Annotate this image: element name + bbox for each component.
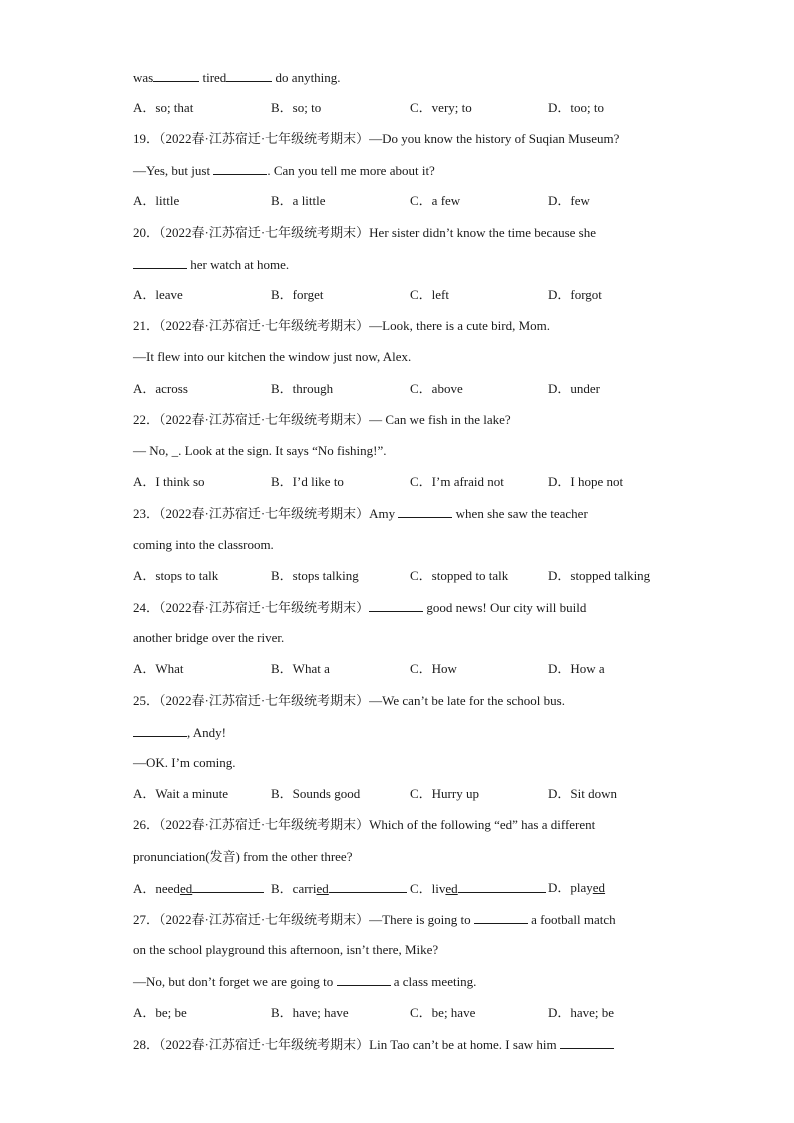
q21-option-b[interactable]: B．through bbox=[271, 381, 334, 396]
q28-stem: 28．（2022春·江苏宿迁·七年级统考期末）Lin Tao can’t be at home. I saw him bbox=[133, 1036, 614, 1053]
answer-blank bbox=[337, 973, 391, 986]
q19-stem: 19．（2022春·江苏宿迁·七年级统考期末）—Do you know the history of Suqian Museum? bbox=[133, 131, 620, 146]
q22-option-c[interactable]: C．I’m afraid not bbox=[410, 474, 504, 489]
q26-option-d[interactable]: D．played bbox=[548, 880, 606, 895]
answer-blank bbox=[133, 256, 187, 269]
q25-line2: , Andy! bbox=[133, 724, 226, 741]
q25-option-c[interactable]: C．Hurry up bbox=[410, 786, 479, 801]
answer-blank bbox=[369, 599, 423, 612]
q24-stem: 24．（2022春·江苏宿迁·七年级统考期末） good news! Our city will build bbox=[133, 600, 587, 615]
q23-option-c[interactable]: C．stopped to talk bbox=[410, 568, 509, 583]
q23-line2: coming into the classroom. bbox=[133, 537, 274, 552]
q25-stem: 25．（2022春·江苏宿迁·七年级统考期末）—We can’t be late for the school bus. bbox=[133, 693, 565, 708]
q22-option-a[interactable]: A．I think so bbox=[133, 474, 205, 489]
q22-option-b[interactable]: B．I’d like to bbox=[271, 474, 344, 489]
q23-option-b[interactable]: B．stops talking bbox=[271, 568, 359, 583]
q26-option-b[interactable]: B．carried bbox=[271, 880, 407, 897]
q27-stem: 27．（2022春·江苏宿迁·七年级统考期末）—There is going to a football match bbox=[133, 912, 616, 927]
q19-option-d[interactable]: D．few bbox=[548, 193, 590, 208]
q21-option-c[interactable]: C．above bbox=[410, 381, 463, 396]
q26-stem: 26．（2022春·江苏宿迁·七年级统考期末）Which of the following “ed” has a different bbox=[133, 817, 596, 832]
q24-option-d[interactable]: D．How a bbox=[548, 661, 605, 676]
q26-line2: pronunciation(发音) from the other three? bbox=[133, 849, 353, 864]
answer-blank bbox=[560, 1036, 614, 1049]
q26-option-c[interactable]: C．lived bbox=[410, 880, 546, 897]
q25-option-a[interactable]: A．Wait a minute bbox=[133, 786, 228, 801]
q27-option-b[interactable]: B．have; have bbox=[271, 1005, 349, 1020]
q20-option-d[interactable]: D．forgot bbox=[548, 287, 602, 302]
answer-blank bbox=[226, 69, 272, 82]
q18-option-c[interactable]: C．very; to bbox=[410, 100, 472, 115]
q21-stem: 21．（2022春·江苏宿迁·七年级统考期末）—Look, there is a cute bird, Mom. bbox=[133, 318, 551, 333]
q27-line3: —No, but don’t forget we are going to a class meeting. bbox=[133, 974, 477, 989]
q21-option-d[interactable]: D．under bbox=[548, 381, 600, 396]
q19-line2: —Yes, but just . Can you tell me more about it? bbox=[133, 163, 435, 178]
q21-line2: —It flew into our kitchen the window just now, Alex. bbox=[133, 349, 412, 364]
q25-line3: —OK. I’m coming. bbox=[133, 755, 236, 770]
q24-line2: another bridge over the river. bbox=[133, 630, 285, 645]
answer-blank bbox=[133, 724, 187, 737]
q18-stem: was tired do anything. bbox=[133, 70, 341, 85]
q24-option-b[interactable]: B．What a bbox=[271, 661, 330, 676]
q24-option-a[interactable]: A．What bbox=[133, 661, 184, 676]
q23-option-a[interactable]: A．stops to talk bbox=[133, 568, 219, 583]
q24-option-c[interactable]: C．How bbox=[410, 661, 457, 676]
answer-blank bbox=[329, 880, 407, 893]
q25-option-b[interactable]: B．Sounds good bbox=[271, 786, 361, 801]
answer-blank bbox=[458, 880, 546, 893]
q18-option-d[interactable]: D．too; to bbox=[548, 100, 604, 115]
q18-option-b[interactable]: B．so; to bbox=[271, 100, 322, 115]
q20-stem: 20．（2022春·江苏宿迁·七年级统考期末）Her sister didn’t know the time because she bbox=[133, 225, 596, 240]
q19-option-c[interactable]: C．a few bbox=[410, 193, 461, 208]
answer-blank bbox=[213, 162, 267, 175]
q26-option-a[interactable]: A．needed bbox=[133, 880, 264, 897]
q27-option-c[interactable]: C．be; have bbox=[410, 1005, 476, 1020]
q27-option-d[interactable]: D．have; be bbox=[548, 1005, 615, 1020]
q22-option-d[interactable]: D．I hope not bbox=[548, 474, 624, 489]
q23-stem: 23．（2022春·江苏宿迁·七年级统考期末）Amy when she saw the teacher bbox=[133, 506, 588, 521]
q27-option-a[interactable]: A．be; be bbox=[133, 1005, 187, 1020]
q22-line2: — No, _. Look at the sign. It says “No fishing!”. bbox=[133, 443, 387, 458]
q25-option-d[interactable]: D．Sit down bbox=[548, 786, 617, 801]
q20-option-c[interactable]: C．left bbox=[410, 287, 449, 302]
q19-option-a[interactable]: A．little bbox=[133, 193, 180, 208]
q20-option-b[interactable]: B．forget bbox=[271, 287, 324, 302]
q19-option-b[interactable]: B．a little bbox=[271, 193, 326, 208]
answer-blank bbox=[398, 505, 452, 518]
q20-line2: her watch at home. bbox=[133, 256, 289, 273]
q27-line2: on the school playground this afternoon, isn’t there, Mike? bbox=[133, 942, 439, 957]
q20-option-a[interactable]: A．leave bbox=[133, 287, 183, 302]
answer-blank bbox=[153, 69, 199, 82]
q22-stem: 22．（2022春·江苏宿迁·七年级统考期末）— Can we fish in the lake? bbox=[133, 412, 511, 427]
q23-option-d[interactable]: D．stopped talking bbox=[548, 568, 651, 583]
answer-blank bbox=[474, 911, 528, 924]
answer-blank bbox=[192, 880, 264, 893]
q18-option-a[interactable]: A．so; that bbox=[133, 100, 194, 115]
q21-option-a[interactable]: A．across bbox=[133, 381, 188, 396]
